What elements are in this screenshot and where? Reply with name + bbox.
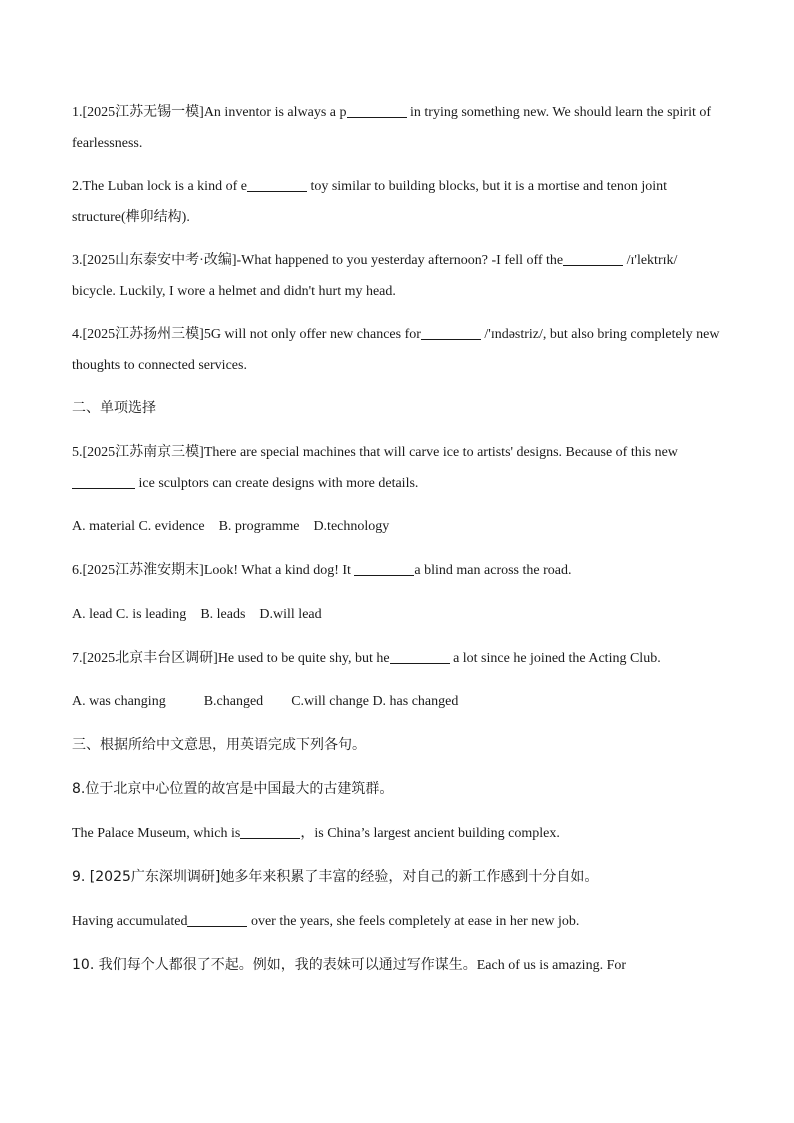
question-2 bbox=[72, 171, 720, 233]
q8-blank[interactable] bbox=[240, 823, 300, 839]
question-8-chinese: 8.位于北京中心位置的故宫是中国最大的古建筑群。 bbox=[72, 781, 394, 797]
section-3-heading: 三、根据所给中文意思，用英语完成下列各句。 bbox=[72, 737, 366, 753]
q6-text-a: 6.[2025江苏淮安期末]Look! What a kind dog! It bbox=[72, 563, 355, 578]
q10-text-zh: 10. 我们每个人都很了不起。例如，我的表妹可以通过写作谋生。 bbox=[72, 957, 477, 973]
worksheet-content bbox=[72, 97, 720, 993]
q10-text-a: Each of us is amazing. For bbox=[476, 958, 627, 973]
q9-text-a: Having accumulated bbox=[72, 914, 188, 929]
q7-option-c-d[interactable]: C.will change D. has changed bbox=[291, 694, 459, 709]
q7-text-b: a lot since he joined the Acting Club. bbox=[449, 651, 661, 666]
q5-blank[interactable] bbox=[72, 473, 135, 489]
q2-text-a: 2.The Luban lock is a kind of e bbox=[72, 179, 247, 194]
q8-text-b: ，is China’s largest ancient building complex. bbox=[300, 826, 560, 841]
q2-text-zh: 榫卯结构 bbox=[125, 209, 182, 225]
q7-blank[interactable] bbox=[390, 648, 450, 664]
q7-option-b[interactable]: B.changed bbox=[203, 694, 264, 709]
q5-text-b: ice sculptors can create designs with more details. bbox=[135, 476, 419, 491]
question-4 bbox=[72, 319, 720, 381]
q5-option-b[interactable]: B. programme bbox=[218, 519, 300, 534]
q1-text-b: in trying something new. We should learn the spirit of fearlessness. bbox=[72, 105, 712, 151]
q5-option-a-c[interactable]: A. material C. evidence bbox=[72, 519, 205, 534]
question-9 bbox=[72, 906, 720, 937]
q3-text-b: /ɪ'lektrɪk/ bicycle. Luckily, I wore a helmet and didn't hurt my head. bbox=[72, 253, 678, 299]
q2-blank[interactable] bbox=[247, 176, 307, 192]
q1-blank[interactable] bbox=[347, 102, 407, 118]
question-5 bbox=[72, 437, 720, 499]
q3-blank[interactable] bbox=[563, 250, 623, 266]
q2-text-c: ). bbox=[181, 210, 190, 225]
question-7 bbox=[72, 643, 720, 674]
q8-text-a: The Palace Museum, which is bbox=[72, 826, 241, 841]
section-2-heading: 二、单项选择 bbox=[72, 400, 156, 416]
q6-options bbox=[72, 599, 720, 630]
q5-option-d[interactable]: D.technology bbox=[313, 519, 390, 534]
q4-text-b: /'ɪndəstriz/, but also bring completely new thoughts to connected services. bbox=[72, 327, 720, 373]
question-10 bbox=[72, 950, 720, 981]
q2-text-b: toy similar to building blocks, but it is a mortise and tenon joint structure( bbox=[72, 179, 668, 225]
q7-option-a[interactable]: A. was changing bbox=[72, 694, 166, 709]
q7-text-a: 7.[2025北京丰台区调研]He used to be quite shy, but he bbox=[72, 651, 390, 666]
q6-option-b[interactable]: B. leads bbox=[200, 607, 246, 622]
q4-text-a: 4.[2025江苏扬州三模]5G will not only offer new chances for bbox=[72, 327, 421, 342]
q5-options bbox=[72, 511, 720, 542]
q7-options bbox=[72, 686, 720, 717]
q3-text-a: 3.[2025山东泰安中考·改编]-What happened to you yesterday afternoon? -I fell off the bbox=[72, 253, 564, 268]
q6-option-d[interactable]: D.will lead bbox=[259, 607, 322, 622]
question-9-chinese: 9. [2025广东深圳调研]她多年来积累了丰富的经验，对自己的新工作感到十分自如。 bbox=[72, 869, 599, 885]
q9-blank[interactable] bbox=[187, 911, 247, 927]
question-3 bbox=[72, 245, 720, 307]
q4-blank[interactable] bbox=[421, 324, 481, 340]
question-8 bbox=[72, 818, 720, 849]
question-1 bbox=[72, 97, 720, 159]
q6-text-b: a blind man across the road. bbox=[414, 563, 572, 578]
question-6 bbox=[72, 555, 720, 586]
q1-text-a: 1.[2025江苏无锡一模]An inventor is always a p bbox=[72, 105, 347, 120]
q6-option-a-c[interactable]: A. lead C. is leading bbox=[72, 607, 187, 622]
q5-text-a: 5.[2025江苏南京三模]There are special machines that will carve ice to artists' designs. Because of this new bbox=[72, 445, 678, 460]
q6-blank[interactable] bbox=[354, 560, 414, 576]
q9-text-b: over the years, she feels completely at ease in her new job. bbox=[247, 914, 580, 929]
